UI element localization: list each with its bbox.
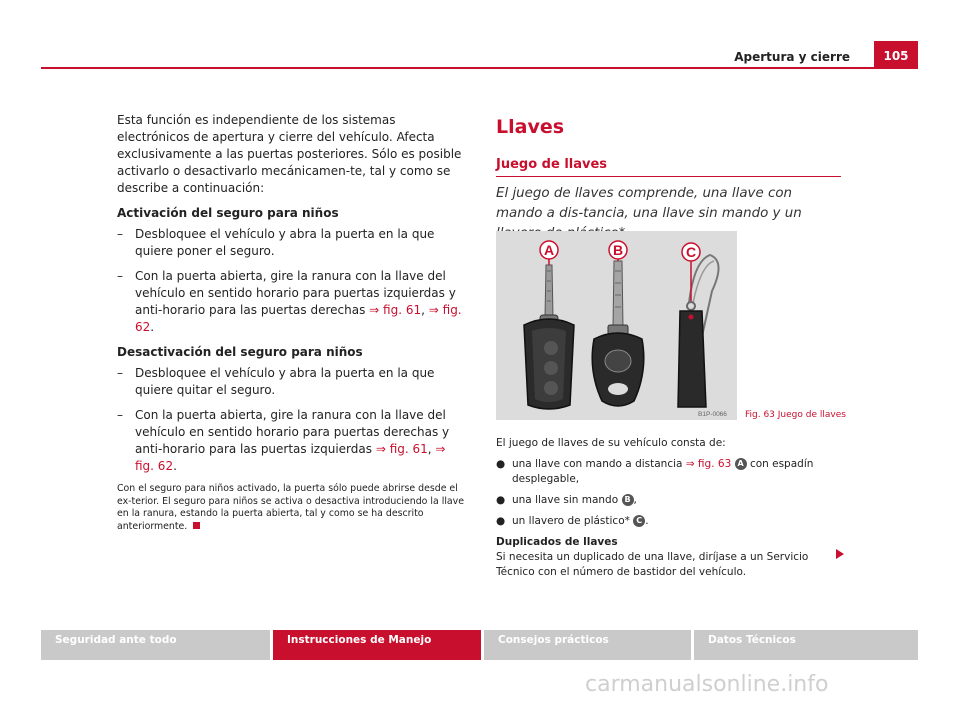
activation-step-2: – Con la puerta abierta, gire la ranura con la llave del vehículo en sentido horario para puertas izquierdas y anti-horario para las puertas derechas ⇒ fig. 61, ⇒ fig. 62. [117,269,462,334]
fig-61-link[interactable]: ⇒ fig. 61 [375,442,428,456]
keys-illustration [496,231,737,420]
section-title: Apertura y cierre [734,50,850,64]
fig-61-link[interactable]: ⇒ fig. 61 [369,303,422,317]
note-paragraph: Con el seguro para niños activado, la puerta sólo puede abrirse desde el ex-terior. El seguro para niños se activa o desactiva introduciendo la llave en la ranura, estando la puerta abierta, tal y como se ha descrito anteriormente. [117,483,464,532]
remote-key-image [524,265,574,409]
dash-bullet: – [117,227,123,241]
badge-a: A [735,458,747,470]
fig-62-link[interactable]: ⇒ fig. 62 [135,442,446,473]
deactivation-step-1: – Desbloquee el vehículo y abra la puerta en la que quiere quitar el seguro. [117,366,435,397]
dash-bullet: – [117,366,123,380]
right-column [496,116,841,221]
activation-heading: Activación del seguro para niños [117,206,339,220]
bullet-icon: ● [496,515,506,527]
keys-figure [496,231,737,420]
bullet-icon: ● [496,458,506,470]
activation-step-1: – Desbloquee el vehículo y abra la puerta en la que quiere poner el seguro. [117,227,435,258]
standard-key-image [592,261,644,406]
list-item-keyring: ● un llavero de plástico* C . [496,515,649,527]
deactivation-step-2: – Con la puerta abierta, gire la ranura con la llave del vehículo en sentido horario para puertas derechas y anti-horario para las puertas izquierdas ⇒ fig. 61, ⇒ fig. 62. [117,408,450,473]
watermark-text: carmanualsonline.info [585,672,829,697]
duplicates-heading: Duplicados de llaves [496,536,618,548]
plastic-fob-image [678,255,719,407]
intro-paragraph: Esta función es independiente de los sistemas electrónicos de apertura y cierre del vehículo. Afecta exclusivamente a las puertas posteriores. Sólo es posible activarlo o desactivarlo mecánicamen-te, tal y como se describe a continuación: [117,113,462,195]
list-item-key-plain: ● una llave sin mando B , [496,494,637,506]
fig-62-link[interactable]: ⇒ fig. 62 [135,303,462,334]
contents-intro: El juego de llaves de su vehículo consta de: [496,437,726,449]
figure-caption: Fig. 63 Juego de llaves [745,410,846,420]
left-column [117,112,467,533]
badge-c: C [633,515,645,527]
label-b: B [612,242,624,258]
deactivation-heading: Desactivación del seguro para niños [117,345,363,359]
fig-63-link[interactable]: ⇒ fig. 63 [685,458,732,470]
label-c: C [685,244,697,260]
chapter-title: Llaves [496,116,565,138]
bullet-icon: ● [496,494,506,506]
tab-datos[interactable]: Datos Técnicos [694,630,918,660]
header-rule [41,67,918,69]
label-a: A [543,242,555,258]
page-number: 105 [874,41,918,68]
tab-seguridad[interactable]: Seguridad ante todo [41,630,270,660]
badge-b: B [622,494,634,506]
tab-instrucciones[interactable]: Instrucciones de Manejo [273,630,481,660]
subtitle-rule [496,176,841,177]
lead-paragraph: El juego de llaves comprende, una llave con mando a dis-tancia, una llave sin mando y un [496,186,802,221]
end-of-section-icon [193,522,200,529]
tab-consejos[interactable]: Consejos prácticos [484,630,691,660]
dash-bullet: – [117,269,123,283]
duplicates-text: Si necesita un duplicado de una llave, diríjase a un Servicio Técnico con el número de bastidor del vehículo. [496,551,809,578]
keys-body [496,436,846,580]
dash-bullet: – [117,408,123,422]
list-item-key-remote: ● una llave con mando a distancia ⇒ fig. 63 A con espadín desplegable, [496,458,814,485]
continue-arrow-icon [836,549,844,559]
footer-nav [41,630,918,660]
figure-code: B1P-0066 [698,411,727,418]
section-subtitle: Juego de llaves [496,157,608,172]
